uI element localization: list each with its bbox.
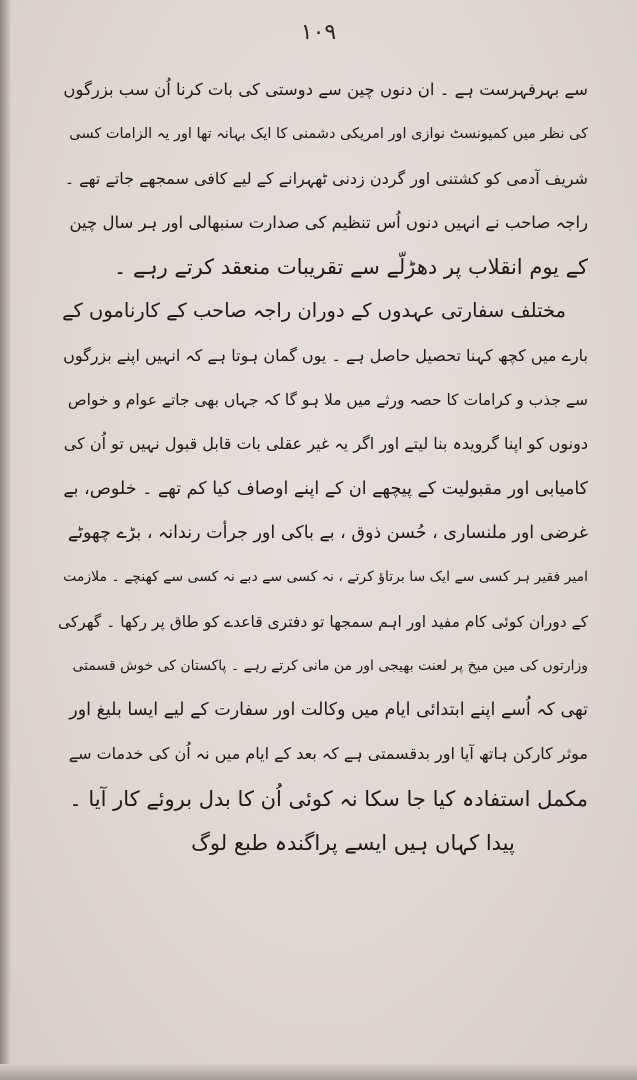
text-line: مختلف سفارتی عہدوں کے دوران راجہ صاحب کے کارناموں کے bbox=[62, 299, 566, 323]
text-line: شریف آدمی کو کشتنی اور گردن زدنی ٹھہرانے کے لیے کافی سمجھے جاتے تھے ۔ bbox=[64, 168, 588, 188]
text-line: وزارتوں کی مین میخ پر لعنت بھیجی اور من مانی کرتے رہے ۔ پاکستان کی خوش قسمتی bbox=[72, 657, 588, 674]
text-line: کے دوران کوئی کام مفید اور اہم سمجھا تو دفتری قاعدے کو طاق پر رکھا ۔ گھرکی bbox=[58, 612, 588, 631]
text-line: امیر فقیر ہر کسی سے ایک سا برتاؤ کرتے ، نہ کسی سے دبے نہ کسی سے کھنچے ۔ ملازمت bbox=[63, 569, 588, 586]
page-number: ۱۰۹ bbox=[300, 20, 337, 45]
text-line: موثر کارکن ہاتھ آیا اور بدقسمتی ہے کہ بعد کے ایام میں نہ اُن کی خدمات سے bbox=[68, 744, 588, 764]
text-line: مکمل استفادہ کیا جا سکا نہ کوئی اُن کا بدل بروئے کار آیا ۔ bbox=[69, 786, 588, 811]
text-line: سے بہرفہرست ہے ۔ ان دنوں چین سے دوستی کی بات کرنا اُن سب بزرگوں bbox=[63, 80, 588, 99]
text-line: کامیابی اور مقبولیت کے پیچھے ان کے اپنے اوصاف کیا کم تھے ۔ خلوص، بے bbox=[63, 478, 588, 499]
text-line: کی نظر میں کمیونسٹ نوازی اور امریکی دشمنی کا ایک بہانہ تھا اور یہ الزامات کسی bbox=[69, 126, 588, 143]
page-shadow-left bbox=[0, 0, 10, 1080]
verse-line: پیدا کہاں ہیں ایسے پراگندہ طبع لوگ bbox=[191, 831, 515, 856]
text-line: تھی کہ اُسے اپنے ابتدائی ایام میں وکالت اور سفارت کے لیے ایسا بلیغ اور bbox=[69, 700, 588, 721]
body-text bbox=[58, 68, 588, 865]
text-line: راجہ صاحب نے انہیں دنوں اُس تنظیم کی صدارت سنبھالی اور ہر سال چین bbox=[69, 212, 588, 232]
page-shadow-bottom bbox=[0, 1064, 637, 1080]
text-line: کے یوم انقلاب پر دھڑلّے سے تقریبات منعقد کرتے رہے ۔ bbox=[114, 255, 588, 280]
text-line: بارے میں کچھ کہنا تحصیل حاصل ہے ۔ یوں گمان ہوتا ہے کہ انہیں اپنے بزرگوں bbox=[63, 345, 588, 365]
text-line: غرضی اور ملنساری ، حُسن ذوق ، بے باکی اور جرأت رندانہ ، بڑے چھوٹے bbox=[67, 522, 588, 543]
text-line: دونوں کو اپنا گرویدہ بنا لیتے اور اگر یہ غیر عقلی بات قابل قبول نہیں تو اُن کی bbox=[63, 434, 588, 454]
text-line: سے جذب و کرامات کا حصہ ورثے میں ملا ہو گا کہ جہاں بھی جاتے عوام و خواص bbox=[67, 391, 588, 410]
